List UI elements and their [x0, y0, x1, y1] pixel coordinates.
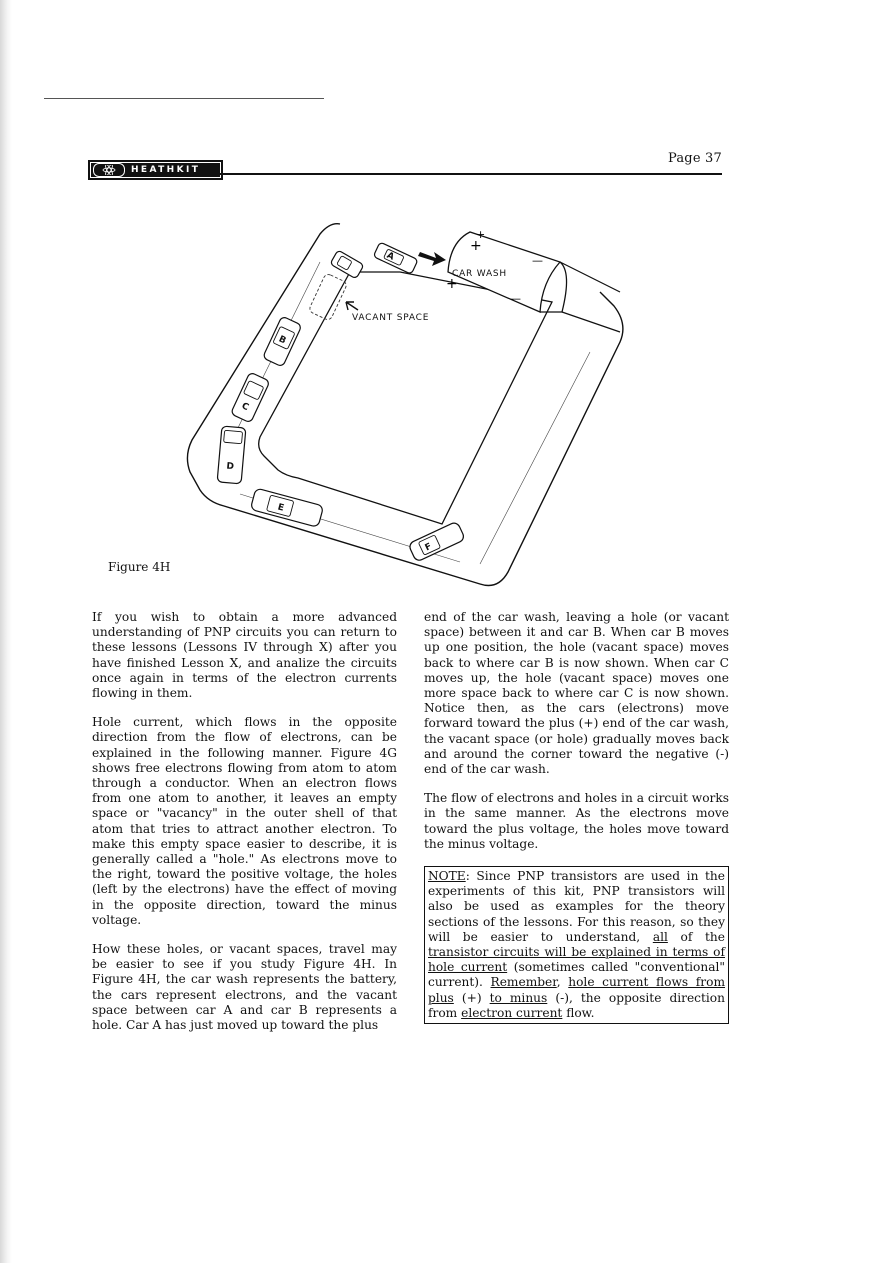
note-text: flow.	[562, 1005, 595, 1020]
heathkit-logo	[88, 160, 223, 180]
note-text: : Since PNP transistors are used in the experiments of this kit, PNP transistors will also be used as examples for the theory sections of the lessons. For this reason, so they will be easier to understand,	[428, 869, 725, 944]
note-label: NOTE	[428, 869, 466, 884]
logo-text: HEATHKIT	[131, 165, 201, 175]
paragraph: Hole current, which flows in the opposite direction from the flow of electrons, can be explained in the following manner. Figure 4G shows free electrons flowing from atom to atom through a conductor. When an electron flows from one atom to another, it leaves an empty space or "vacancy" in the outer shell of that atom that tries to attract another electron. To make this empty space easier to describe, it is generally called a "hole." As electrons move to the right, toward the positive voltage, the holes (left by the electrons) have the effect of moving in the opposite direction, toward the minus voltage.	[92, 715, 397, 927]
direction-arrow-icon	[418, 252, 446, 266]
car-label-d: D	[226, 461, 235, 473]
vacant-space-arrow-icon	[346, 302, 358, 310]
note-emphasis: all	[652, 929, 668, 944]
page-number: Page 37	[667, 151, 722, 166]
note-text: (-), the opposite direction from	[428, 990, 725, 1020]
vacant-space-label: VACANT SPACE	[352, 313, 430, 323]
note-emphasis: transistor circuits will be explained in terms of hole current	[428, 945, 725, 975]
right-column	[424, 610, 729, 1024]
car-label-e: E	[276, 502, 285, 514]
note-text: (sometimes called "conventional" current).	[428, 960, 725, 990]
road-inner-edge	[259, 272, 552, 524]
car-c	[231, 372, 270, 423]
paragraph: How these holes, or vacant spaces, travel may be easier to see if you study Figure 4H. In Figure 4H, the car wash represents the battery, the cars represent electrons, and the vacant space between car A and car B represents a hole. Car A has just moved up toward the plus	[92, 942, 397, 1033]
car-a-rear	[330, 250, 364, 279]
car-label-a: A	[384, 250, 396, 263]
vacant-space-outline	[308, 273, 348, 321]
lane-line	[480, 352, 590, 564]
atom-emblem-icon	[93, 163, 125, 177]
car-wash-label: CAR WASH	[452, 269, 507, 279]
plus-sign: +	[470, 238, 482, 254]
car-label-f: F	[423, 541, 434, 554]
left-column	[92, 610, 397, 1047]
paragraph: If you wish to obtain a more advanced understanding of PNP circuits you can return to these lessons (Lessons IV through X) after you have finished Lesson X, and analize the circuits once again in terms of the electron currents flowing in them.	[92, 610, 397, 701]
note-text: (+)	[453, 990, 490, 1005]
car-e	[250, 488, 323, 527]
top-rule	[44, 98, 324, 99]
note-emphasis: hole current flows from plus	[428, 975, 726, 1005]
minus-sign: —	[510, 292, 521, 305]
binding-shadow	[0, 0, 12, 1263]
car-a	[373, 242, 418, 274]
car-label-c: C	[239, 401, 251, 414]
plus-sign: +	[476, 228, 486, 241]
figure-caption: Figure 4H	[108, 560, 171, 574]
header-rule	[220, 173, 722, 175]
figure-4h-illustration	[180, 212, 640, 590]
note-emphasis: to minus	[489, 990, 548, 1005]
note-emphasis: Remember	[490, 975, 557, 990]
car-wash-tunnel	[446, 228, 620, 332]
minus-sign: —	[532, 254, 543, 267]
plus-sign: +	[446, 276, 458, 292]
car-b	[263, 316, 302, 367]
note-text: of the	[667, 929, 725, 944]
note-emphasis: electron current	[461, 1005, 563, 1020]
paragraph: end of the car wash, leaving a hole (or vacant space) between it and car B. When car B moves up one position, the hole (vacant space) moves back to where car B is now shown. When car C moves up, the hole (vacant space) moves one more space back to where car C is now shown. Notice then, as the cars (electrons) move forward toward the plus (+) end of the car wash, the vacant space (or hole) gradually moves back and around the corner toward the negative (-) end of the car wash.	[424, 610, 729, 777]
note-box	[424, 866, 729, 1024]
note-text: ,	[556, 975, 569, 990]
car-f	[408, 521, 465, 562]
car-label-b: B	[276, 334, 288, 347]
paragraph: The flow of electrons and holes in a circuit works in the same manner. As the electrons move toward the plus voltage, the holes move toward the minus voltage.	[424, 791, 729, 851]
car-d	[217, 426, 246, 484]
